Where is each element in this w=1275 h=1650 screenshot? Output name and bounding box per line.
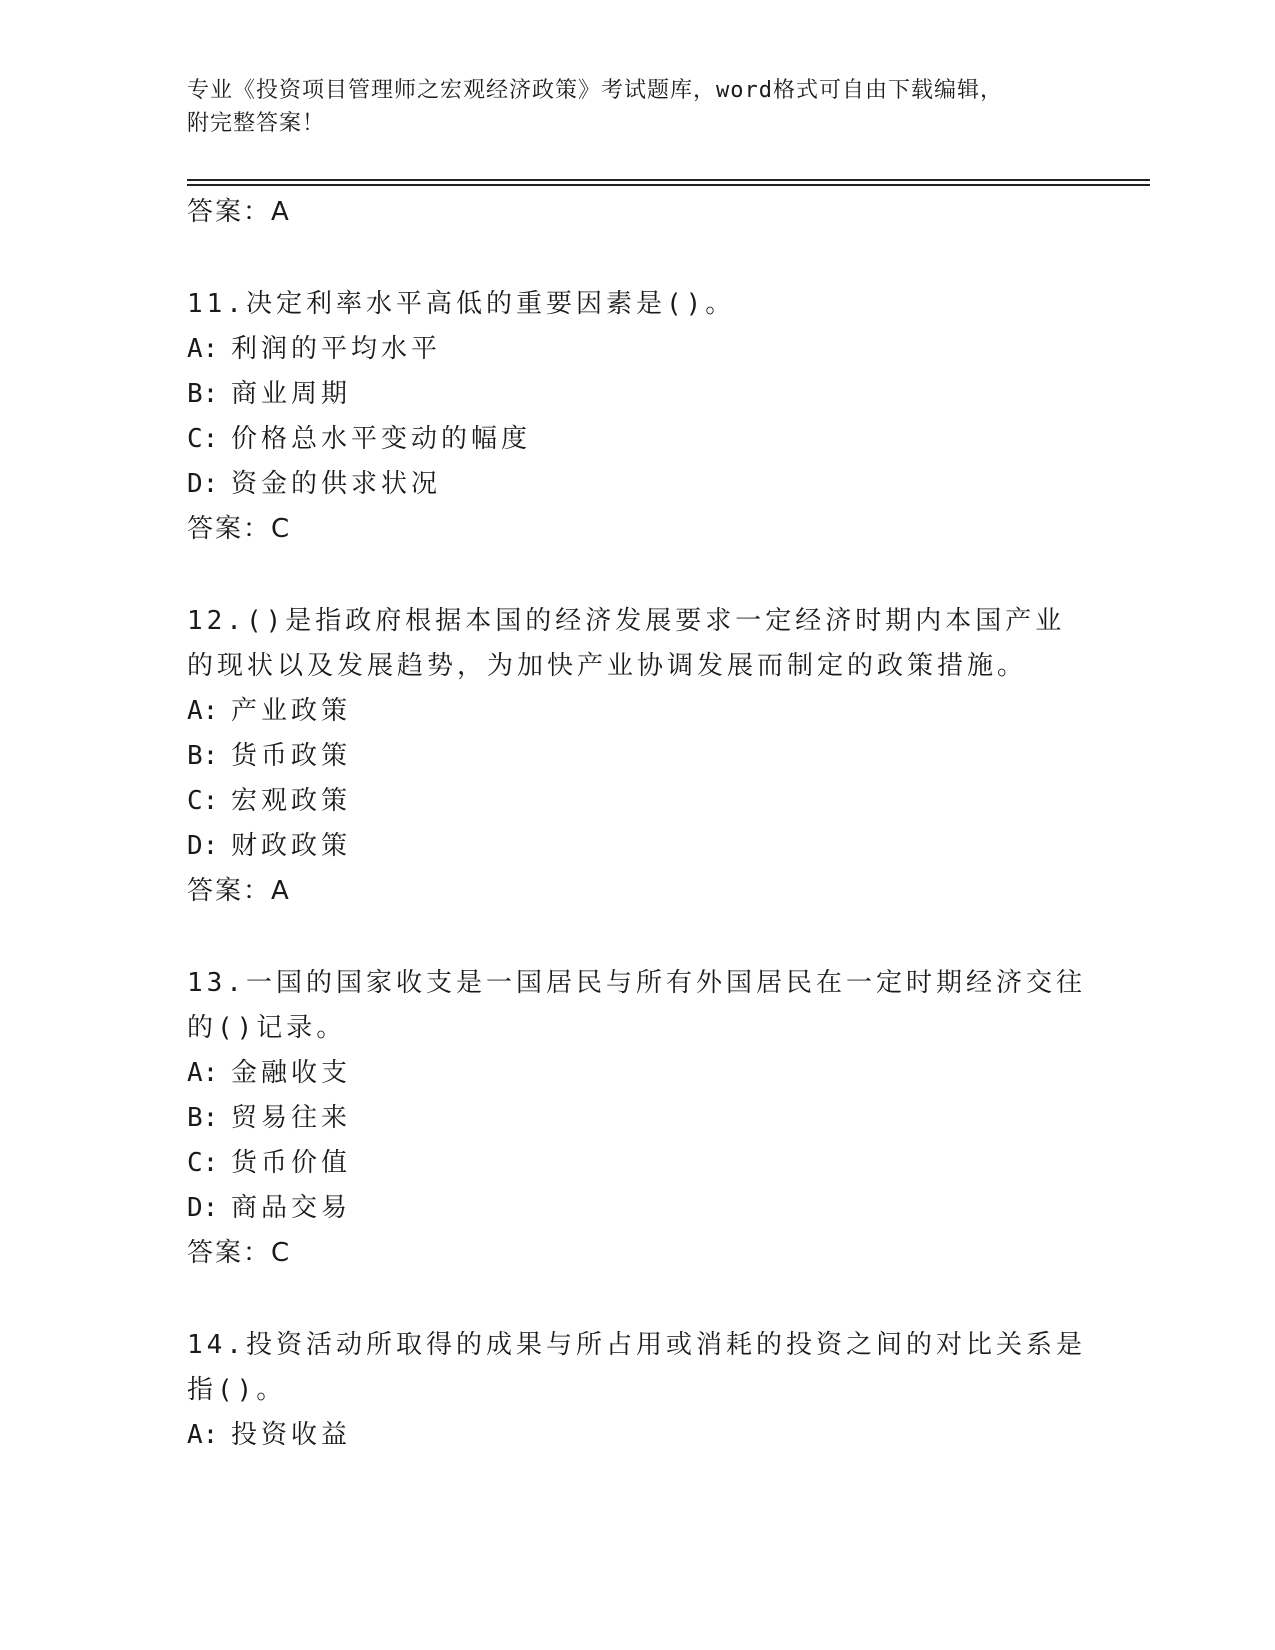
option-text: 金融收支 (231, 1058, 352, 1088)
option-text: 宏观政策 (231, 786, 352, 816)
option-letter: D: (187, 1193, 219, 1223)
option-a (187, 1413, 1087, 1458)
option-text: 财政政策 (231, 831, 352, 861)
option-letter: C: (187, 424, 219, 454)
option-c (187, 779, 1087, 824)
option-d (187, 824, 1087, 869)
option-text: 资金的供求状况 (231, 469, 442, 499)
option-letter: D: (187, 469, 219, 499)
option-letter: D: (187, 831, 219, 861)
option-letter: B: (187, 379, 219, 409)
option-a (187, 689, 1087, 734)
option-d (187, 462, 1087, 507)
option-letter: A: (187, 1058, 219, 1088)
question-block (187, 1323, 1087, 1458)
document-header (187, 74, 1087, 140)
answer-line: 答案：A (187, 876, 291, 906)
option-letter: C: (187, 786, 219, 816)
answer-line: 答案：C (187, 1238, 292, 1268)
question-block (187, 961, 1087, 1276)
option-letter: B: (187, 741, 219, 771)
option-text: 贸易往来 (231, 1103, 352, 1133)
option-b (187, 1096, 1087, 1141)
option-text: 利润的平均水平 (231, 334, 442, 364)
option-c (187, 417, 1087, 462)
question-block (187, 282, 1087, 552)
answer-line: 答案：A (187, 197, 291, 227)
question-text: 11.决定利率水平高低的重要因素是()。 (187, 289, 736, 319)
option-text: 产业政策 (231, 696, 352, 726)
option-a (187, 1051, 1087, 1096)
option-d (187, 1186, 1087, 1231)
option-text: 商品交易 (231, 1193, 352, 1223)
option-b (187, 372, 1087, 417)
option-letter: C: (187, 1148, 219, 1178)
answer-line: 答案：C (187, 514, 292, 544)
option-text: 货币价值 (231, 1148, 352, 1178)
option-c (187, 1141, 1087, 1186)
option-a (187, 327, 1087, 372)
question-block (187, 599, 1087, 914)
document-body (187, 190, 1087, 1458)
question-text: 12.()是指政府根据本国的经济发展要求一定经济时期内本国产业的现状以及发展趋势，为加快产业协调发展而制定的政策措施。 (187, 606, 1066, 681)
question-text: 13.一国的国家收支是一国居民与所有外国居民在一定时期经济交往的()记录。 (187, 968, 1086, 1043)
header-line-1: 专业《投资项目管理师之宏观经济政策》考试题库，word格式可自由下载编辑， (187, 78, 1003, 103)
option-letter: A: (187, 334, 219, 364)
option-b (187, 734, 1087, 779)
option-text: 投资收益 (231, 1420, 352, 1450)
option-letter: A: (187, 696, 219, 726)
option-letter: B: (187, 1103, 219, 1133)
header-line-2: 附完整答案！ (187, 111, 326, 136)
header-divider-top (187, 179, 1150, 181)
question-text: 14.投资活动所取得的成果与所占用或消耗的投资之间的对比关系是指()。 (187, 1330, 1086, 1405)
option-text: 商业周期 (231, 379, 352, 409)
option-letter: A: (187, 1420, 219, 1450)
option-text: 价格总水平变动的幅度 (231, 424, 532, 454)
option-text: 货币政策 (231, 741, 352, 771)
header-divider-bottom (187, 184, 1150, 186)
